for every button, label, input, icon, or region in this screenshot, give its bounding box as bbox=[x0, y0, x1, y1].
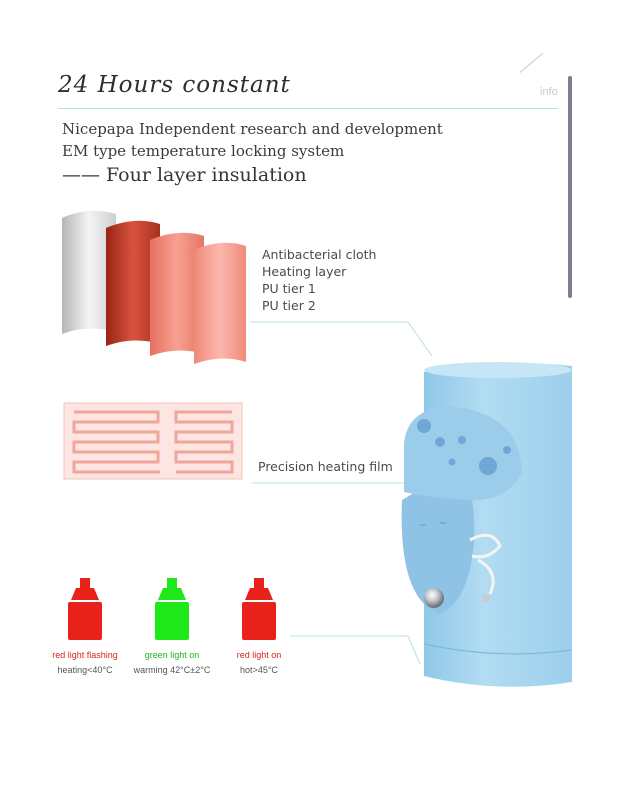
heating-film-label: Precision heating film bbox=[258, 459, 393, 474]
bottle-green-on bbox=[155, 578, 189, 640]
layer-sheets bbox=[62, 211, 246, 364]
heating-film bbox=[64, 403, 242, 479]
indicator-state: red light flashing bbox=[52, 650, 118, 660]
indicator-desc: heating<40°C bbox=[57, 665, 113, 675]
connector-lines bbox=[250, 322, 432, 664]
indicator-desc: warming 42°C±2°C bbox=[133, 665, 211, 675]
info-label: info bbox=[540, 86, 558, 98]
indicator-state: red light on bbox=[236, 650, 282, 660]
layer-list bbox=[262, 246, 376, 314]
bottle-red-on bbox=[242, 578, 276, 640]
indicator-state: green light on bbox=[144, 650, 200, 660]
indicator-desc: hot>45°C bbox=[240, 665, 278, 675]
layer-item: PU tier 1 bbox=[262, 281, 316, 296]
insulation-subtitle: —— Four layer insulation bbox=[62, 164, 307, 186]
indicator-caption-2 bbox=[127, 648, 217, 678]
warmer-sleeve bbox=[402, 362, 572, 687]
layer-item: Antibacterial cloth bbox=[262, 247, 377, 262]
layer-item: Heating layer bbox=[262, 264, 347, 279]
page-title: 24 Hours constant bbox=[58, 72, 291, 98]
scrollbar-track bbox=[568, 76, 572, 298]
indicator-caption-1 bbox=[40, 648, 130, 678]
indicator-caption-3 bbox=[214, 648, 304, 678]
intro-line-2: EM type temperature locking system bbox=[62, 142, 345, 160]
indicator-bottles bbox=[68, 578, 276, 640]
layer-item: PU tier 2 bbox=[262, 298, 316, 313]
title-divider bbox=[58, 108, 558, 109]
bottle-red-flashing bbox=[68, 578, 102, 640]
intro-line-1: Nicepapa Independent research and development bbox=[62, 120, 443, 138]
intro-text bbox=[62, 118, 443, 162]
